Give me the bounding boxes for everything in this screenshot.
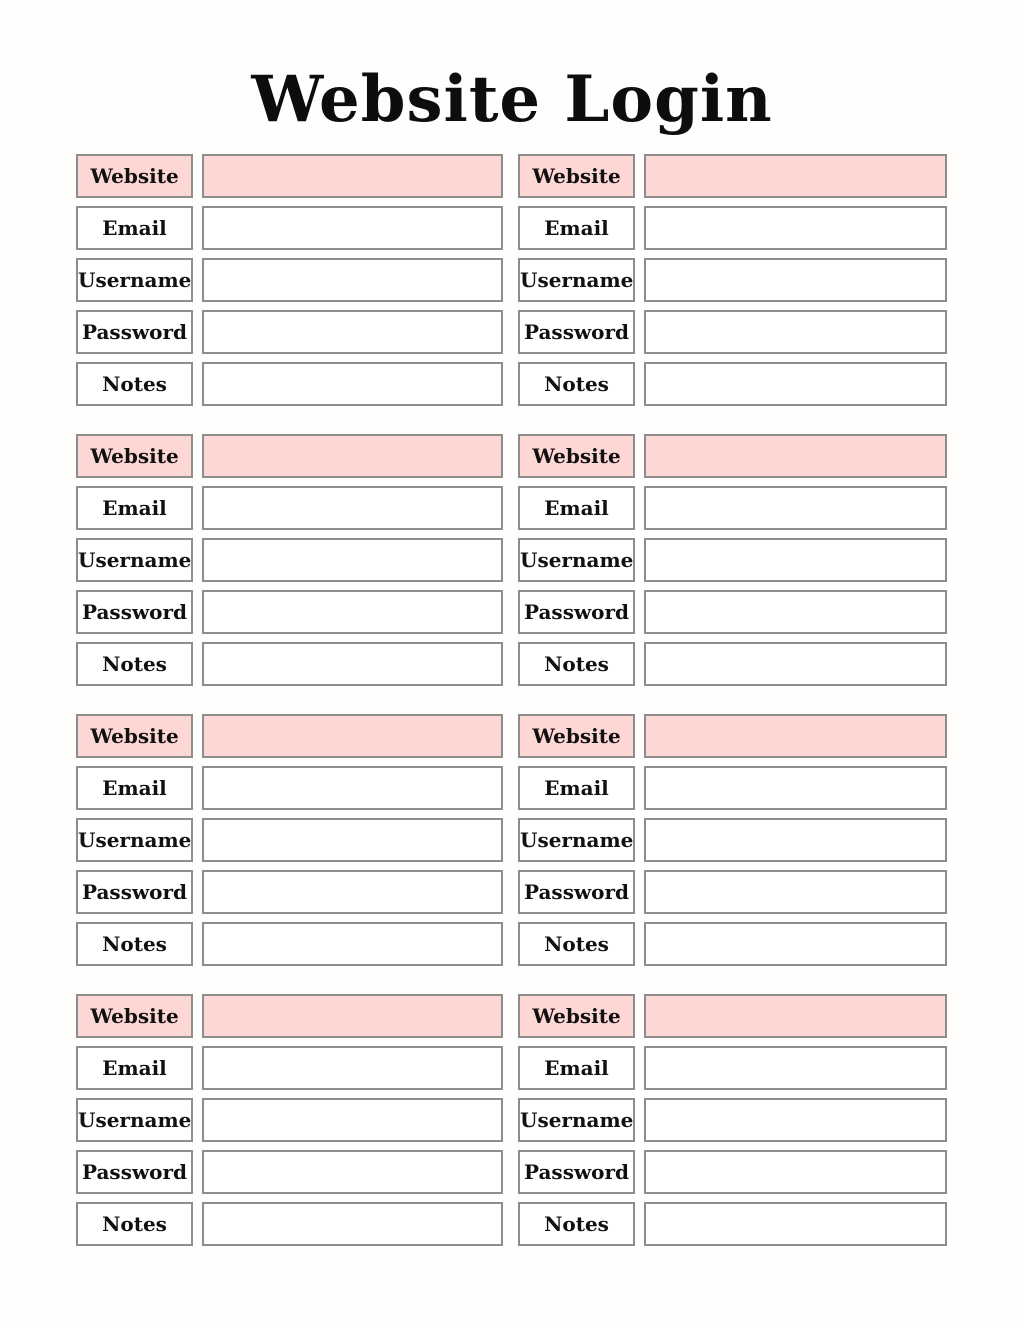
email-label: Email xyxy=(518,1046,635,1090)
notes-field[interactable] xyxy=(644,642,947,686)
website-label: Website xyxy=(76,714,193,758)
username-field[interactable] xyxy=(202,818,503,862)
username-label: Username xyxy=(76,1098,193,1142)
username-row xyxy=(76,538,503,582)
email-label: Email xyxy=(76,1046,193,1090)
password-field[interactable] xyxy=(644,1150,947,1194)
website-field[interactable] xyxy=(202,434,503,478)
notes-label: Notes xyxy=(518,1202,635,1246)
notes-label: Notes xyxy=(76,1202,193,1246)
username-row xyxy=(518,818,947,862)
email-label: Email xyxy=(518,766,635,810)
website-row xyxy=(518,434,947,478)
password-field[interactable] xyxy=(644,870,947,914)
email-field[interactable] xyxy=(644,766,947,810)
notes-field[interactable] xyxy=(202,642,503,686)
website-label: Website xyxy=(76,994,193,1038)
login-card-4 xyxy=(518,434,947,686)
website-field[interactable] xyxy=(644,434,947,478)
website-field[interactable] xyxy=(202,714,503,758)
username-label: Username xyxy=(518,538,635,582)
website-field[interactable] xyxy=(644,154,947,198)
website-label: Website xyxy=(518,154,635,198)
website-row xyxy=(518,994,947,1038)
password-label: Password xyxy=(518,590,635,634)
notes-row xyxy=(518,362,947,406)
username-row xyxy=(76,818,503,862)
notes-label: Notes xyxy=(518,362,635,406)
password-label: Password xyxy=(76,1150,193,1194)
username-row xyxy=(76,1098,503,1142)
password-field[interactable] xyxy=(202,310,503,354)
username-field[interactable] xyxy=(202,538,503,582)
website-label: Website xyxy=(76,154,193,198)
password-field[interactable] xyxy=(202,1150,503,1194)
website-label: Website xyxy=(518,714,635,758)
password-label: Password xyxy=(518,870,635,914)
password-label: Password xyxy=(518,310,635,354)
password-row xyxy=(76,870,503,914)
notes-row xyxy=(76,362,503,406)
website-row xyxy=(76,714,503,758)
email-field[interactable] xyxy=(202,1046,503,1090)
website-label: Website xyxy=(518,994,635,1038)
notes-row xyxy=(518,922,947,966)
email-label: Email xyxy=(76,486,193,530)
website-row xyxy=(518,154,947,198)
password-label: Password xyxy=(518,1150,635,1194)
email-row xyxy=(76,206,503,250)
password-row xyxy=(518,310,947,354)
username-row xyxy=(518,538,947,582)
username-field[interactable] xyxy=(644,258,947,302)
email-row xyxy=(518,766,947,810)
email-field[interactable] xyxy=(644,486,947,530)
email-row xyxy=(76,766,503,810)
password-row xyxy=(518,870,947,914)
email-row xyxy=(76,486,503,530)
login-card-7 xyxy=(76,994,503,1246)
password-row xyxy=(76,1150,503,1194)
email-label: Email xyxy=(76,766,193,810)
password-field[interactable] xyxy=(202,870,503,914)
notes-label: Notes xyxy=(518,922,635,966)
notes-row xyxy=(76,1202,503,1246)
username-row xyxy=(518,258,947,302)
username-label: Username xyxy=(518,1098,635,1142)
username-row xyxy=(76,258,503,302)
password-field[interactable] xyxy=(644,310,947,354)
login-cards-grid xyxy=(76,154,948,1246)
username-label: Username xyxy=(518,818,635,862)
email-label: Email xyxy=(518,486,635,530)
username-label: Username xyxy=(76,258,193,302)
website-row xyxy=(518,714,947,758)
login-card-2 xyxy=(518,154,947,406)
email-field[interactable] xyxy=(644,1046,947,1090)
notes-row xyxy=(518,642,947,686)
login-card-6 xyxy=(518,714,947,966)
email-row xyxy=(518,1046,947,1090)
website-row xyxy=(76,434,503,478)
password-row xyxy=(76,590,503,634)
notes-label: Notes xyxy=(518,642,635,686)
notes-label: Notes xyxy=(76,922,193,966)
password-row xyxy=(76,310,503,354)
login-card-5 xyxy=(76,714,503,966)
username-label: Username xyxy=(76,538,193,582)
password-field[interactable] xyxy=(202,590,503,634)
username-field[interactable] xyxy=(644,538,947,582)
username-label: Username xyxy=(76,818,193,862)
notes-row xyxy=(518,1202,947,1246)
email-row xyxy=(518,206,947,250)
email-field[interactable] xyxy=(202,766,503,810)
notes-field[interactable] xyxy=(202,1202,503,1246)
notes-row xyxy=(76,922,503,966)
password-row xyxy=(518,1150,947,1194)
website-field[interactable] xyxy=(644,994,947,1038)
email-field[interactable] xyxy=(202,486,503,530)
email-label: Email xyxy=(518,206,635,250)
website-label: Website xyxy=(76,434,193,478)
password-label: Password xyxy=(76,590,193,634)
username-field[interactable] xyxy=(644,1098,947,1142)
username-label: Username xyxy=(518,258,635,302)
website-field[interactable] xyxy=(202,994,503,1038)
password-field[interactable] xyxy=(644,590,947,634)
website-label: Website xyxy=(518,434,635,478)
login-card-3 xyxy=(76,434,503,686)
username-row xyxy=(518,1098,947,1142)
email-row xyxy=(518,486,947,530)
email-row xyxy=(76,1046,503,1090)
username-field[interactable] xyxy=(202,1098,503,1142)
email-field[interactable] xyxy=(202,206,503,250)
username-field[interactable] xyxy=(644,818,947,862)
password-label: Password xyxy=(76,870,193,914)
website-field[interactable] xyxy=(644,714,947,758)
notes-field[interactable] xyxy=(644,1202,947,1246)
notes-field[interactable] xyxy=(644,922,947,966)
password-label: Password xyxy=(76,310,193,354)
email-field[interactable] xyxy=(644,206,947,250)
notes-field[interactable] xyxy=(644,362,947,406)
email-label: Email xyxy=(76,206,193,250)
website-row xyxy=(76,994,503,1038)
login-card-8 xyxy=(518,994,947,1246)
notes-field[interactable] xyxy=(202,362,503,406)
password-row xyxy=(518,590,947,634)
website-row xyxy=(76,154,503,198)
notes-row xyxy=(76,642,503,686)
username-field[interactable] xyxy=(202,258,503,302)
website-field[interactable] xyxy=(202,154,503,198)
notes-label: Notes xyxy=(76,362,193,406)
notes-label: Notes xyxy=(76,642,193,686)
login-card-1 xyxy=(76,154,503,406)
notes-field[interactable] xyxy=(202,922,503,966)
page-title: Website Login xyxy=(251,62,773,137)
